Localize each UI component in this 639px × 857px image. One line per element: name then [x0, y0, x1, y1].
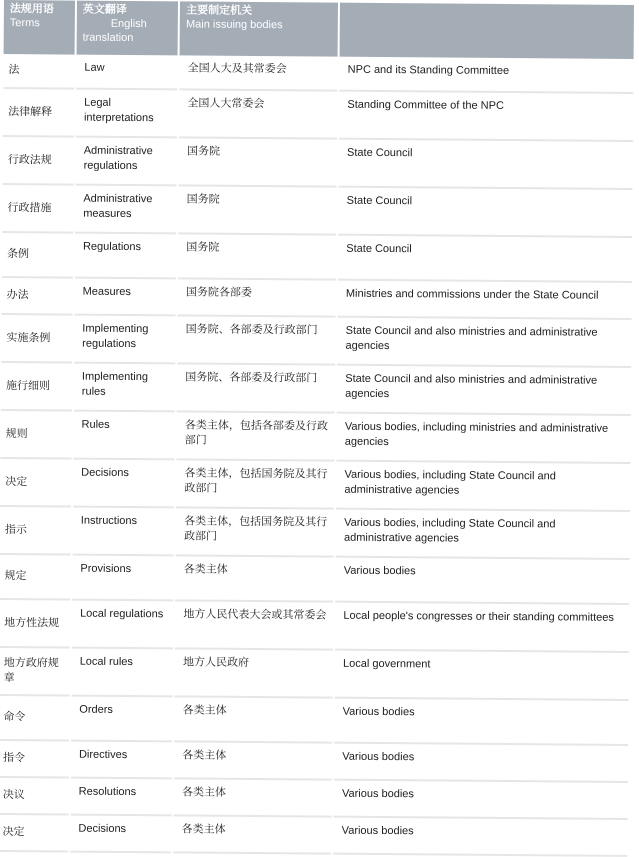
body-zh-cell: 各类主体，包括各部委及行政部门 [177, 412, 335, 461]
body-en-cell: State Council [339, 140, 633, 190]
body-zh-cell: 各类主体 [174, 697, 332, 743]
table-row [0, 815, 628, 857]
body-en-cell: Various bodies, including ministries and administrative agencies [337, 414, 631, 464]
translation-cell: Instructions [73, 508, 175, 557]
body-zh-cell: 国务院、各部委及行政部门 [177, 316, 335, 365]
body-en-cell: Various bodies [334, 744, 628, 783]
body-en-cell: Local people's congresses or their standing committees [335, 603, 629, 653]
table-row [0, 411, 630, 464]
header-terms-en: Terms [9, 17, 40, 30]
table-row [2, 185, 632, 238]
term-cell: 法律解释 [3, 89, 74, 138]
translation-cell: Decisions [73, 460, 175, 509]
translation-cell: Implementing regulations [74, 316, 176, 365]
translation-cell: Law [76, 55, 178, 91]
body-en-cell: Various bodies, including State Council and administrative agencies [336, 462, 630, 512]
translation-cell: Rules [73, 412, 175, 461]
body-en-cell: Local government [335, 651, 629, 701]
body-zh-cell: 各类主体 [174, 779, 332, 817]
body-en-cell: Various bodies [334, 781, 628, 820]
translation-cell: Directives [71, 742, 173, 780]
translation-cell: Provisions [72, 556, 174, 602]
header-translation-zh: 英文翻译 [82, 3, 127, 16]
body-zh-cell: 国务院 [178, 186, 336, 235]
translation-cell: Local rules [71, 649, 173, 698]
translation-cell: Regulations [75, 234, 177, 280]
header-translation-en-line1: English [110, 17, 147, 31]
term-cell: 指令 [0, 741, 69, 779]
translation-cell: Resolutions [71, 779, 173, 817]
term-cell: 条例 [2, 233, 73, 279]
body-en-cell: Various bodies [334, 699, 628, 746]
body-zh-cell: 全国人大常委会 [179, 90, 337, 139]
term-cell: 地方性法规 [0, 600, 70, 649]
table-row [3, 137, 633, 190]
table-row [1, 363, 631, 416]
term-cell: 办法 [2, 278, 73, 316]
table-row [2, 278, 632, 320]
translation-cell: Local regulations [72, 601, 174, 650]
term-cell: 施行细则 [1, 363, 72, 412]
body-zh-cell: 国务院、各部委及行政部门 [177, 364, 335, 413]
term-cell: 决定 [0, 459, 71, 508]
body-en-cell: State Council [338, 188, 632, 238]
table-row [0, 648, 629, 701]
term-cell: 实施条例 [1, 315, 72, 364]
table-row [0, 507, 630, 560]
body-zh-cell: 国务院 [178, 234, 336, 280]
table-header-row [4, 0, 634, 59]
body-zh-cell: 国务院各部委 [178, 279, 336, 317]
table-row [2, 233, 632, 283]
term-cell: 规则 [0, 411, 71, 460]
table-row [3, 89, 633, 142]
body-zh-cell: 各类主体 [175, 556, 333, 602]
translation-cell: Implementing rules [74, 364, 176, 413]
translation-cell: Orders [71, 697, 173, 743]
table-row [1, 315, 631, 368]
header-translation-en-line2: translation [82, 31, 134, 45]
body-en-cell: Standing Committee of the NPC [339, 92, 633, 142]
header-issuing-bodies-english [340, 3, 634, 59]
body-zh-cell: 各类主体，包括国务院及其行政部门 [176, 460, 334, 509]
header-bodies-zh: 主要制定机关 [186, 4, 253, 17]
table-row [0, 555, 630, 605]
body-en-cell: State Council [338, 236, 632, 283]
body-en-cell: NPC and its Standing Committee [340, 57, 634, 94]
body-en-cell: State Council and also ministries and administrative agencies [337, 366, 631, 416]
body-en-cell: Various bodies [334, 818, 628, 857]
header-english-translation [76, 1, 178, 56]
table-row [0, 600, 629, 653]
table-row [0, 778, 628, 820]
body-zh-cell: 地方人民代表大会或其常委会 [175, 601, 333, 650]
term-cell: 地方政府规章 [0, 648, 70, 697]
body-zh-cell: 各类主体 [174, 742, 332, 780]
body-en-cell: Ministries and commissions under the State Council [338, 281, 632, 320]
translation-cell: Decisions [70, 816, 172, 854]
body-zh-cell: 全国人大及其常委会 [179, 55, 337, 91]
table-row [3, 54, 633, 94]
term-cell: 决议 [0, 778, 69, 816]
table-row [0, 741, 628, 783]
body-zh-cell: 各类主体，包括国务院及其行政部门 [176, 508, 334, 557]
header-terms-zh: 法规用语 [9, 3, 54, 16]
body-en-cell: Various bodies [335, 558, 629, 605]
body-en-cell: Various bodies, including State Council and administrative agencies [336, 510, 630, 560]
translation-cell: Administrative regulations [75, 138, 177, 187]
body-zh-cell: 国务院 [179, 138, 337, 187]
term-cell: 决定 [0, 815, 69, 853]
body-en-cell: State Council and also ministries and administrative agencies [337, 318, 631, 368]
term-cell: 命令 [0, 696, 69, 742]
header-issuing-bodies [180, 1, 338, 56]
term-cell: 指示 [0, 507, 71, 556]
header-terms [4, 0, 75, 55]
translation-cell: Legal interpretations [76, 90, 178, 139]
term-cell: 行政措施 [2, 185, 73, 234]
translation-cell: Measures [74, 279, 176, 317]
body-zh-cell: 各类主体 [174, 816, 332, 854]
header-bodies-en: Main issuing bodies [185, 18, 283, 32]
table-row [0, 459, 630, 512]
term-cell: 行政法规 [3, 137, 74, 186]
body-zh-cell: 地方人民政府 [175, 649, 333, 698]
term-cell: 规定 [0, 555, 71, 601]
table-row [0, 696, 629, 746]
translation-cell: Administrative measures [75, 186, 177, 235]
term-cell: 法 [3, 54, 74, 90]
